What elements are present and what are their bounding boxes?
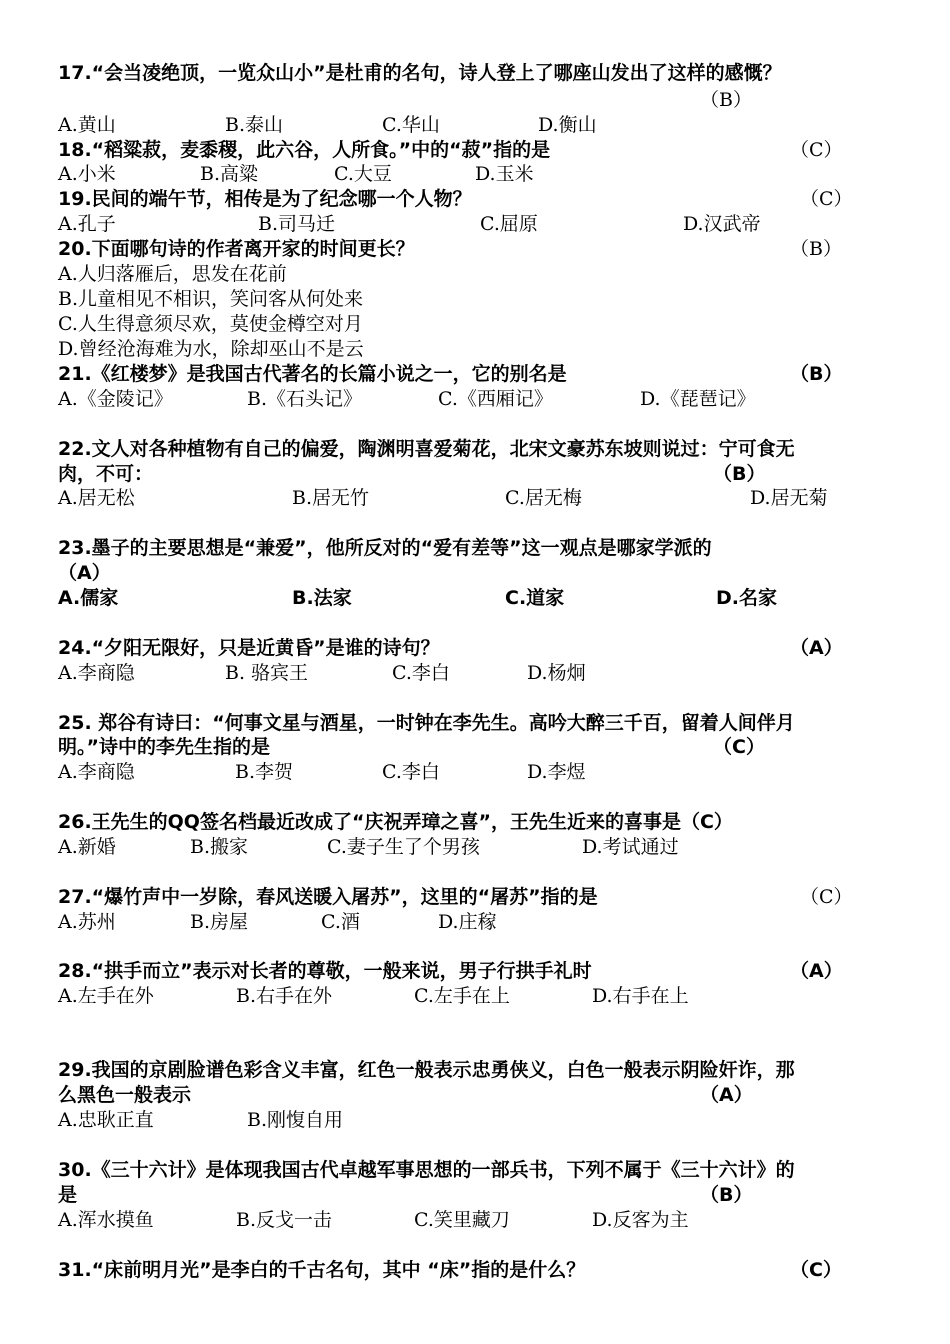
question-29-stem-line-2: 么黑色一般表示	[58, 1084, 192, 1106]
question-21-option-c: C.《西厢记》	[438, 388, 553, 410]
question-31-answer: （C）	[790, 1259, 842, 1281]
question-20-option-c: C.人生得意须尽欢，莫使金樽空对月	[58, 313, 363, 335]
question-30-option-c: C.笑里藏刀	[414, 1209, 510, 1231]
question-29-stem-line-1: 29.我国的京剧脸谱色彩含义丰富，红色一般表示忠勇侠义，白色一般表示阴险奸诈，那	[58, 1059, 795, 1081]
question-26-option-c: C.妻子生了个男孩	[327, 836, 480, 858]
question-17-option-b: B.泰山	[225, 114, 284, 136]
question-21-option-a: A.《金陵记》	[58, 388, 173, 410]
question-26-option-b: B.搬家	[190, 836, 249, 858]
question-23-option-d: D.名家	[716, 587, 777, 609]
question-30-stem-line-1: 30.《三十六计》是体现我国古代卓越军事思想的一部兵书，下列不属于《三十六计》的	[58, 1159, 795, 1181]
question-22-option-c: C.居无梅	[505, 487, 582, 509]
question-23-option-a: A.儒家	[58, 587, 119, 609]
question-17-option-a: A.黄山	[58, 114, 116, 136]
question-23-option-b: B.法家	[292, 587, 352, 609]
question-26-stem: 26.王先生的QQ签名档最近改成了“庆祝弄璋之喜”，王先生近来的喜事是（C）	[58, 811, 733, 833]
question-22-stem-line-2: 肉，不可：	[58, 463, 154, 485]
question-30-option-a: A.浑水摸鱼	[58, 1209, 154, 1231]
question-20-option-d: D.曾经沧海难为水，除却巫山不是云	[58, 338, 364, 360]
question-30-answer: （B）	[700, 1184, 753, 1206]
question-24-stem: 24.“夕阳无限好，只是近黄昏”是谁的诗句？	[58, 637, 440, 659]
question-17-option-c: C.华山	[382, 114, 440, 136]
question-27-answer: （C）	[800, 886, 853, 908]
question-20-stem: 20.下面哪句诗的作者离开家的时间更长？	[58, 238, 415, 260]
question-26-option-a: A.新婚	[58, 836, 116, 858]
question-28-option-c: C.左手在上	[414, 985, 510, 1007]
question-27-option-d: D.庄稼	[438, 911, 497, 933]
question-30-stem-line-2: 是	[58, 1184, 78, 1206]
question-21-stem: 21.《红楼梦》是我国古代著名的长篇小说之一，它的别名是	[58, 363, 567, 385]
question-25-answer: （C）	[713, 736, 765, 758]
question-18-option-d: D.玉米	[475, 163, 534, 185]
question-18-answer: （C）	[790, 139, 843, 161]
question-21-answer: （B）	[790, 363, 843, 385]
question-25-stem-line-2: 明。”诗中的李先生指的是	[58, 736, 270, 758]
question-17-answer: （B）	[700, 89, 752, 111]
question-28-option-a: A.左手在外	[58, 985, 154, 1007]
question-29-answer: （A）	[700, 1084, 753, 1106]
question-23-option-c: C.道家	[505, 587, 565, 609]
question-27-option-a: A.苏州	[58, 911, 116, 933]
question-22-stem-line-1: 22.文人对各种植物有自己的偏爱，陶渊明喜爱菊花，北宋文豪苏东坡则说过：宁可食无	[58, 438, 795, 460]
question-17-option-d: D.衡山	[538, 114, 597, 136]
question-19-stem: 19.民间的端午节，相传是为了纪念哪一个人物？	[58, 188, 472, 210]
question-27-option-b: B.房屋	[190, 911, 249, 933]
question-31-stem: 31.“床前明月光”是李白的千古名句，其中 “床”指的是什么？	[58, 1259, 586, 1281]
question-24-answer: （A）	[790, 637, 843, 659]
question-20-option-b: B.儿童相见不相识，笑问客从何处来	[58, 288, 364, 310]
question-28-stem: 28.“拱手而立”表示对长者的尊敬，一般来说，男子行拱手礼时	[58, 960, 592, 982]
question-23-stem: 23.墨子的主要思想是“兼爱”，他所反对的“爱有差等”这一观点是哪家学派的	[58, 537, 712, 559]
question-27-option-c: C.酒	[321, 911, 360, 933]
question-24-option-d: D.杨炯	[527, 662, 586, 684]
question-18-option-b: B.高粱	[200, 163, 259, 185]
question-28-option-b: B.右手在外	[236, 985, 333, 1007]
question-25-option-d: D.李煜	[527, 761, 586, 783]
question-28-option-d: D.右手在上	[592, 985, 689, 1007]
question-22-option-b: B.居无竹	[292, 487, 370, 509]
question-29-option-b: B.刚愎自用	[247, 1109, 344, 1131]
question-30-option-d: D.反客为主	[592, 1209, 689, 1231]
question-20-answer: （B）	[790, 238, 842, 260]
question-27-stem: 27.“爆竹声中一岁除，春风送暖入屠苏”，这里的“屠苏”指的是	[58, 886, 598, 908]
question-24-option-c: C.李白	[392, 662, 450, 684]
question-19-answer: （C）	[800, 188, 853, 210]
question-20-option-a: A.人归落雁后，思发在花前	[58, 263, 287, 285]
question-17-stem: 17.“会当凌绝顶，一览众山小”是杜甫的名句，诗人登上了哪座山发出了这样的感慨？	[58, 62, 782, 84]
question-18-option-a: A.小米	[58, 163, 116, 185]
question-21-option-b: B.《石头记》	[247, 388, 363, 410]
question-28-answer: （A）	[790, 960, 843, 982]
question-18-option-c: C.大豆	[334, 163, 392, 185]
question-24-option-a: A.李商隐	[58, 662, 135, 684]
question-22-option-a: A.居无松	[58, 487, 135, 509]
question-19-option-c: C.屈原	[480, 213, 538, 235]
question-25-option-c: C.李白	[382, 761, 440, 783]
question-18-stem: 18.“稻粱菽，麦黍稷，此六谷，人所食。”中的“菽”指的是	[58, 139, 551, 161]
question-22-option-d: D.居无菊	[750, 487, 828, 509]
question-19-option-b: B.司马迁	[258, 213, 336, 235]
question-22-answer: （B）	[713, 463, 766, 485]
question-21-option-d: D.《琵琶记》	[640, 388, 756, 410]
question-19-option-a: A.孔子	[58, 213, 116, 235]
question-19-option-d: D.汉武帝	[683, 213, 761, 235]
question-29-option-a: A.忠耿正直	[58, 1109, 154, 1131]
question-26-option-d: D.考试通过	[582, 836, 679, 858]
question-30-option-b: B.反戈一击	[236, 1209, 333, 1231]
question-24-option-b: B. 骆宾王	[225, 662, 309, 684]
question-25-stem-line-1: 25. 郑谷有诗曰：“何事文星与酒星，一时钟在李先生。高吟大醉三千百，留着人间伴月	[58, 712, 795, 734]
question-25-option-a: A.李商隐	[58, 761, 135, 783]
question-23-answer: （A）	[58, 562, 111, 584]
question-25-option-b: B.李贺	[235, 761, 294, 783]
